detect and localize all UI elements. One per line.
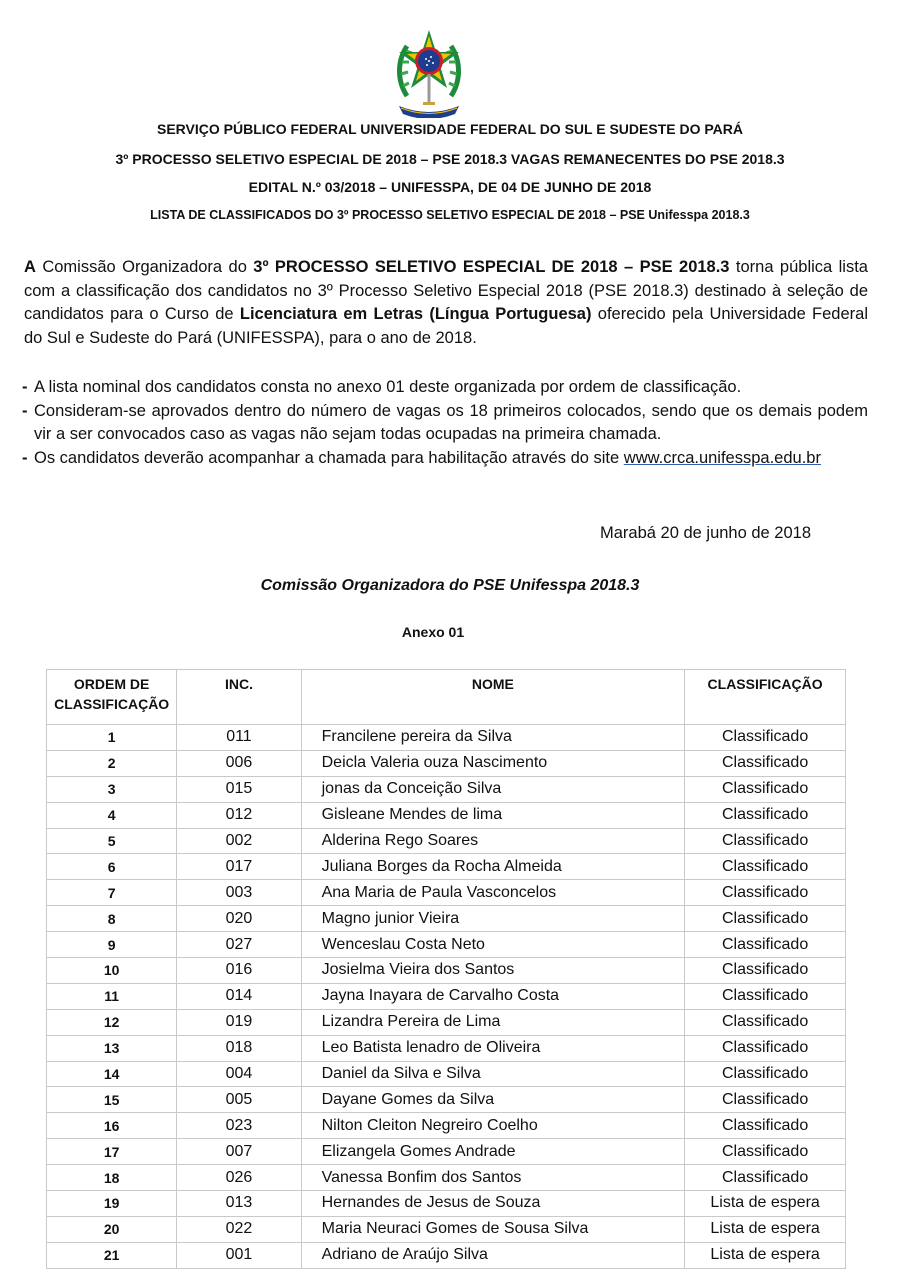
cell-classification: Classificado [685,1009,846,1035]
cell-classification: Classificado [685,906,846,932]
table-row [47,983,846,1009]
bullet-text-3 [34,447,868,471]
table-row [47,1087,846,1113]
cell-classification: Classificado [685,983,846,1009]
intro-initial: A [24,258,36,276]
intro-course-name: Licenciatura em Letras (Língua Portuguesa) [239,305,592,323]
cell-inc: 007 [177,1139,301,1165]
cell-classification: Classificado [685,802,846,828]
table-row [47,750,846,776]
cell-name: Francilene pereira da Silva [301,725,685,751]
header-line-3: EDITAL N.º 03/2018 – UNIFESSPA, DE 04 DE JUNHO DE 2018 [248,179,652,195]
cell-name: Magno junior Vieira [301,906,685,932]
cell-order: 20 [47,1216,177,1242]
cell-classification: Classificado [685,1061,846,1087]
cell-classification: Classificado [685,1113,846,1139]
cell-classification: Classificado [685,776,846,802]
cell-inc: 002 [177,828,301,854]
cell-classification: Lista de espera [685,1216,846,1242]
cell-classification: Classificado [685,725,846,751]
cell-name: Wenceslau Costa Neto [301,932,685,958]
cell-name: Deicla Valeria ouza Nascimento [301,750,685,776]
intro-text-3: oferecido pela Universidade Federal do Sul e Sudeste do Pará (UNIFESSPA), para o ano de 2018. [24,305,868,347]
bullet-item [22,376,868,400]
header-classification: CLASSIFICAÇÃO [685,670,846,725]
cell-classification: Classificado [685,828,846,854]
cell-name: Lizandra Pereira de Lima [301,1009,685,1035]
cell-order: 19 [47,1191,177,1217]
cell-classification: Classificado [685,1087,846,1113]
cell-order: 6 [47,854,177,880]
cell-order: 15 [47,1087,177,1113]
cell-classification: Classificado [685,854,846,880]
cell-inc: 005 [177,1087,301,1113]
intro-text-1: Comissão Organizadora do [35,258,254,276]
cell-order: 18 [47,1165,177,1191]
cell-inc: 022 [177,1216,301,1242]
cell-name: Adriano de Araújo Silva [301,1242,685,1268]
cell-inc: 004 [177,1061,301,1087]
cell-inc: 014 [177,983,301,1009]
cell-inc: 015 [177,776,301,802]
table-header-row [47,670,846,725]
cell-name: Gisleane Mendes de lima [301,802,685,828]
cell-inc: 017 [177,854,301,880]
table-row [47,1139,846,1165]
bullet-text-1: A lista nominal dos candidatos consta no anexo 01 deste organizada por ordem de classificação. [34,378,742,396]
cell-inc: 001 [177,1242,301,1268]
header-order-line2: CLASSIFICAÇÃO [54,696,170,712]
cell-inc: 006 [177,750,301,776]
cell-name: Maria Neuraci Gomes de Sousa Silva [301,1216,685,1242]
cell-classification: Classificado [685,958,846,984]
bullet-item [22,447,868,471]
table-row [47,1216,846,1242]
cell-name: Alderina Rego Soares [301,828,685,854]
cell-inc: 026 [177,1165,301,1191]
cell-order: 14 [47,1061,177,1087]
cell-inc: 027 [177,932,301,958]
cell-name: Leo Batista lenadro de Oliveira [301,1035,685,1061]
intro-paragraph [24,256,868,350]
cell-name: Juliana Borges da Rocha Almeida [301,854,685,880]
cell-inc: 023 [177,1113,301,1139]
cell-name: jonas da Conceição Silva [301,776,685,802]
cell-name: Nilton Cleiton Negreiro Coelho [301,1113,685,1139]
cell-name: Josielma Vieira dos Santos [301,958,685,984]
cell-order: 5 [47,828,177,854]
table-row [47,725,846,751]
header-inc: INC. [177,670,301,725]
table-body [47,725,846,1269]
cell-order: 11 [47,983,177,1009]
table-row [47,1061,846,1087]
table-row [47,854,846,880]
cell-order: 1 [47,725,177,751]
table-row [47,1242,846,1268]
committee-signature: Comissão Organizadora do PSE Unifesspa 2018.3 [260,577,640,594]
classification-table [46,669,846,1269]
bullet-dash: - [22,378,28,396]
cell-classification: Classificado [685,1165,846,1191]
table-row [47,776,846,802]
cell-inc: 012 [177,802,301,828]
cell-inc: 003 [177,880,301,906]
annex-title: Anexo 01 [401,624,465,640]
cell-order: 10 [47,958,177,984]
cell-order: 2 [47,750,177,776]
header-line-4: LISTA DE CLASSIFICADOS DO 3º PROCESSO SELETIVO ESPECIAL DE 2018 – PSE Unifesspa 2018.3 [150,208,750,222]
cell-order: 13 [47,1035,177,1061]
cell-order: 12 [47,1009,177,1035]
cell-order: 8 [47,906,177,932]
cell-order: 4 [47,802,177,828]
header-line-2: 3º PROCESSO SELETIVO ESPECIAL DE 2018 – PSE 2018.3 VAGAS REMANECENTES DO PSE 2018.3 [115,151,785,167]
intro-text-2: torna pública lista com a classificação dos candidatos no 3º Processo Seletivo Especial 2018 (PSE 2018.3) destinado à seleção de candidatos para o Curso de [24,258,868,323]
header-order-line1: ORDEM DE [73,676,150,692]
cell-classification: Classificado [685,750,846,776]
cell-order: 17 [47,1139,177,1165]
cell-order: 7 [47,880,177,906]
document-date: Marabá 20 de junho de 2018 [600,524,812,542]
bullet-text-3-body: Os candidatos deverão acompanhar a chamada para habilitação através do site [34,448,624,467]
cell-inc: 013 [177,1191,301,1217]
table-row [47,906,846,932]
cell-name: Jayna Inayara de Carvalho Costa [301,983,685,1009]
cell-classification: Classificado [685,1139,846,1165]
brazil-coat-of-arms-icon [393,26,465,118]
cell-classification: Classificado [685,1035,846,1061]
cell-name: Dayane Gomes da Silva [301,1087,685,1113]
cell-name: Hernandes de Jesus de Souza [301,1191,685,1217]
table-row [47,1113,846,1139]
header-line-1: SERVIÇO PÚBLICO FEDERAL UNIVERSIDADE FEDERAL DO SUL E SUDESTE DO PARÁ [156,121,743,137]
bullet-dash: - [22,448,28,467]
cell-inc: 020 [177,906,301,932]
bullet-text-2: Consideram-se aprovados dentro do número de vagas os 18 primeiros colocados, sendo que os demais podem vir a ser convocados caso as vagas não sejam todas ocupadas na primeira chamada. [34,401,868,443]
table-row [47,828,846,854]
intro-process-name: 3º PROCESSO SELETIVO ESPECIAL DE 2018 – PSE 2018.3 [253,258,730,276]
cell-inc: 018 [177,1035,301,1061]
table-row [47,1191,846,1217]
header-name: NOME [301,670,685,725]
table-row [47,802,846,828]
table-row [47,1035,846,1061]
table-row [47,932,846,958]
table-row [47,958,846,984]
cell-inc: 019 [177,1009,301,1035]
cell-name: Ana Maria de Paula Vasconcelos [301,880,685,906]
cell-inc: 016 [177,958,301,984]
site-link[interactable]: www.crca.unifesspa.edu.br [623,448,821,467]
cell-classification: Lista de espera [685,1242,846,1268]
header-order [47,670,177,725]
cell-order: 21 [47,1242,177,1268]
cell-order: 16 [47,1113,177,1139]
bullet-list [22,376,868,470]
table-row [47,880,846,906]
cell-name: Elizangela Gomes Andrade [301,1139,685,1165]
bullet-item [22,400,868,447]
table-row [47,1009,846,1035]
cell-name: Daniel da Silva e Silva [301,1061,685,1087]
bullet-dash: - [22,401,28,420]
cell-name: Vanessa Bonfim dos Santos [301,1165,685,1191]
cell-classification: Classificado [685,880,846,906]
cell-order: 9 [47,932,177,958]
cell-classification: Lista de espera [685,1191,846,1217]
cell-inc: 011 [177,725,301,751]
cell-order: 3 [47,776,177,802]
cell-classification: Classificado [685,932,846,958]
table-row [47,1165,846,1191]
